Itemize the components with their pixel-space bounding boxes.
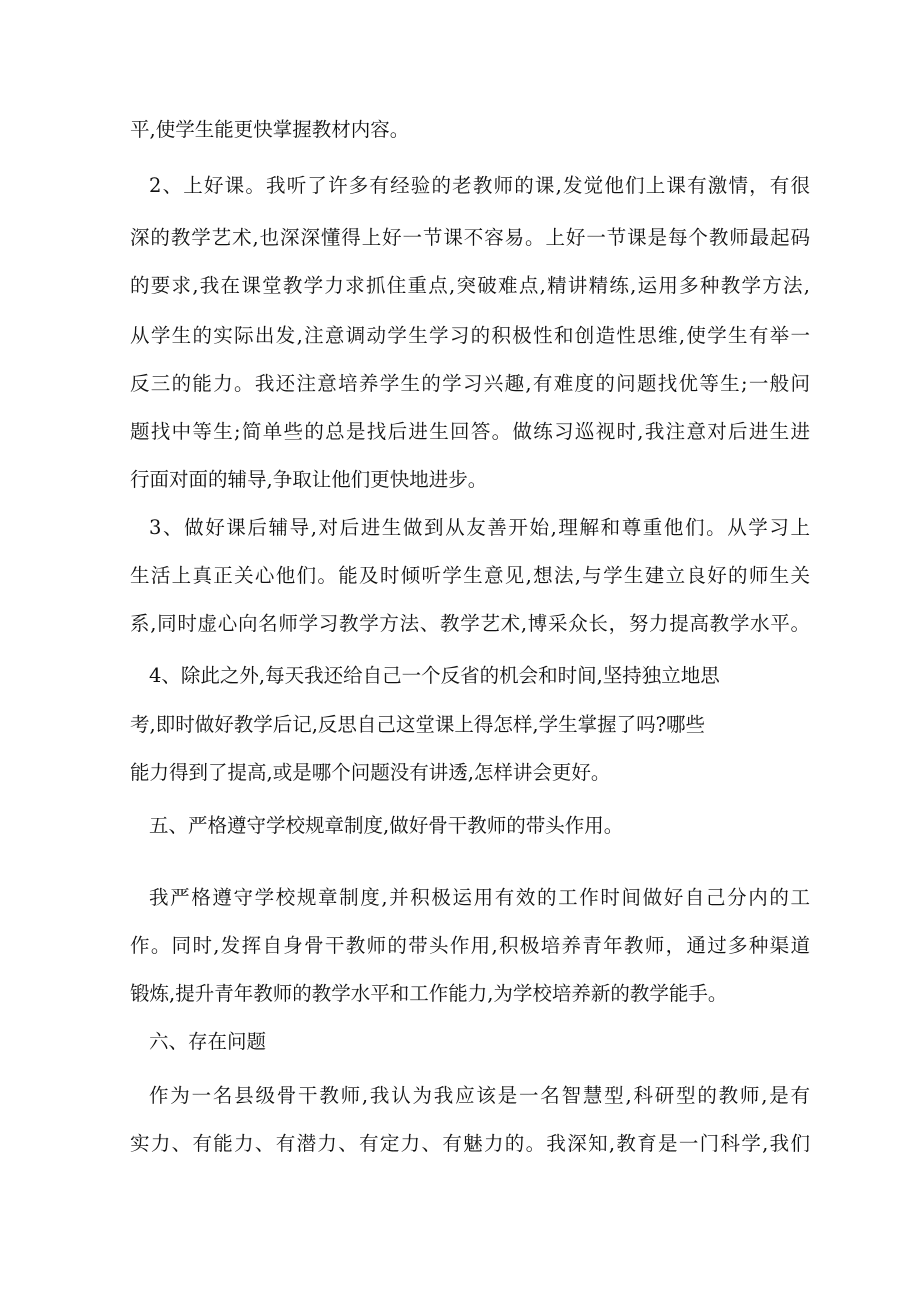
text-line: 我严格遵守学校规章制度,并积极运用有效的工作时间做好自己分内的工 [149, 886, 810, 909]
text-line: 生活上真正关心他们。能及时倾听学生意见,想法,与学生建立良好的师生关 [130, 564, 810, 587]
text-line: 从学生的实际出发,注意调动学生学习的积极性和创造性思维,使学生有举一 [130, 324, 810, 347]
text-line: 平,使学生能更快掌握教材内容。 [130, 118, 410, 141]
text-line: 能力得到了提高,或是哪个问题没有讲透,怎样讲会更好。 [130, 761, 611, 784]
text-line: 考,即时做好教学后记,反思自己这堂课上得怎样,学生掌握了吗?哪些 [130, 713, 706, 736]
text-line: 反三的能力。我还注意培养学生的学习兴趣,有难度的问题找优等生;一般问 [130, 372, 810, 395]
text-line: 2、上好课。我听了许多有经验的老教师的课,发觉他们上课有激情，有很 [149, 174, 810, 197]
text-line: 作。同时,发挥自身骨干教师的带头作用,积极培养青年教师，通过多种渠道 [130, 934, 810, 957]
text-line: 实力、有能力、有潜力、有定力、有魅力的。我深知,教育是一门科学,我们 [130, 1132, 810, 1155]
section-heading: 五、严格遵守学校规章制度,做好骨干教师的带头作用。 [149, 814, 624, 837]
text-line: 4、除此之外,每天我还给自己一个反省的机会和时间,坚持独立地思 [149, 664, 720, 687]
text-line: 作为一名县级骨干教师,我认为我应该是一名智慧型,科研型的教师,是有 [149, 1084, 810, 1107]
text-line: 系,同时虚心向名师学习教学方法、教学艺术,博采众长，努力提高教学水平。 [130, 612, 810, 635]
text-line: 3、做好课后辅导,对后进生做到从友善开始,理解和尊重他们。从学习上 [149, 516, 810, 539]
text-line: 行面对面的辅导,争取让他们更快地进步。 [130, 468, 488, 491]
section-heading: 六、存在问题 [149, 1030, 267, 1053]
text-line: 的要求,我在课堂教学力求抓住重点,突破难点,精讲精练,运用多种教学方法, [130, 274, 810, 297]
text-line: 深的教学艺术,也深深懂得上好一节课不容易。上好一节课是每个教师最起码 [130, 226, 810, 249]
text-line: 锻炼,提升青年教师的教学水平和工作能力,为学校培养新的教学能手。 [130, 982, 728, 1005]
text-line: 题找中等生;简单些的总是找后进生回答。做练习巡视时,我注意对后进生进 [130, 420, 810, 443]
